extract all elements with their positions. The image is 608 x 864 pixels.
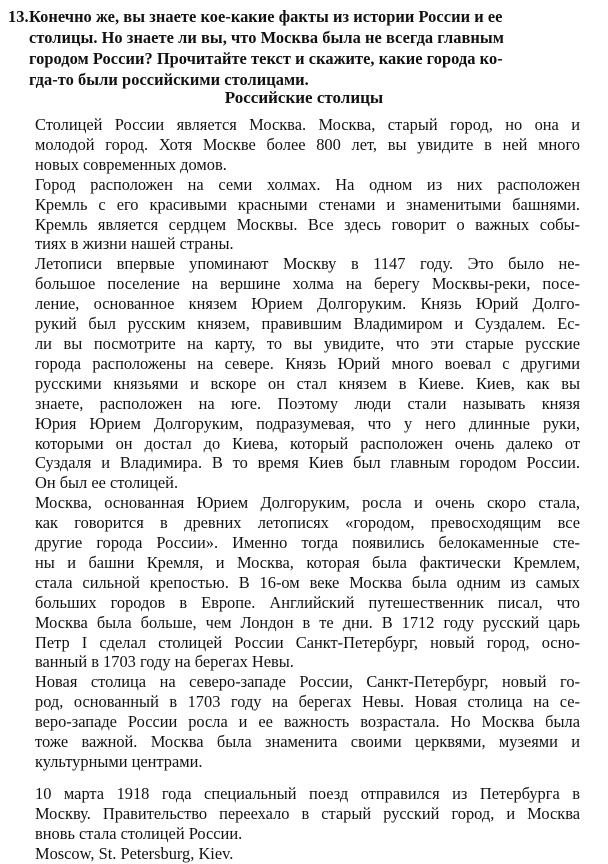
task-instruction — [8, 6, 590, 90]
text-line: тоже важной. Москва была знаменита своими церквями, музеями и — [35, 732, 580, 752]
text-line: Москва была больше, чем Лондон в те дни. В 1712 году русский царь — [35, 612, 580, 632]
text-line: Суздаля и Владимира. В то время Киев был главным городом России. — [35, 453, 580, 473]
text-line: ны и башни Кремля, и Москва, которая была фактически Кремлем, — [35, 552, 580, 572]
text-line: Он был ее столицей. — [35, 473, 179, 493]
answer-line: Moscow, St. Petersburg, Kiev. — [35, 843, 234, 863]
text-line: Кремль с его красивыми красными стенами и знаменитыми башнями. — [35, 194, 580, 214]
text-line: Москву. Правительство переехало в старый русский город, и Москва — [35, 803, 580, 823]
text-line: ванный в 1703 году на берегах Невы. — [35, 652, 294, 672]
text-line: веро-западе России росла и ее важность возрастала. Но Москва была — [35, 712, 580, 732]
text-line: культурными центрами. — [35, 752, 203, 771]
text-body — [35, 115, 580, 864]
paragraph-gap — [35, 772, 580, 784]
paragraph — [35, 175, 580, 255]
text-line: вновь стала столицей России. — [35, 823, 243, 843]
text-line: Летописи впервые упоминают Москву в 1147 году. Это было не- — [35, 254, 580, 274]
text-line: Петр I сделал столицей России Санкт-Петербург, новый город, осно- — [35, 632, 580, 652]
text-line: больших городов в Европе. Английский путешественник писал, что — [35, 592, 580, 612]
text-line: новых современных домов. — [35, 154, 227, 174]
paragraph — [35, 672, 580, 772]
task-number: 13. — [8, 7, 29, 26]
text-line: русскими князьями и вскоре он стал князем в Киеве. Киев, как вы — [35, 373, 580, 393]
text-line: другие города России». Именно тогда появились белокаменные сте- — [35, 533, 580, 553]
text-line: Новая столица на северо-западе России, Санкт-Петербург, новый го- — [35, 672, 580, 692]
task-line: городом России? Прочитайте текст и скажите, какие города ко- — [29, 49, 503, 68]
text-line: как говорится в древних летописях «городом, превосходящим все — [35, 513, 580, 533]
text-line: знаете, расположен на юге. Поэтому люди стали называть князя — [35, 393, 580, 413]
task-line: гда-то были российскими столицами. — [29, 70, 309, 89]
paragraph — [35, 493, 580, 672]
text-line: Кремль является сердцем Москвы. Все здесь говорит о важных собы- — [35, 214, 580, 234]
text-title: Российские столицы — [224, 88, 384, 107]
text-line: род, основанный в 1703 году на берегах Невы. Новая столица на се- — [35, 692, 580, 712]
text-line: города расположены на севере. Князь Юрий много воевал с другими — [35, 353, 580, 373]
text-line: 10 марта 1918 года специальный поезд отправился из Петербурга в — [35, 783, 580, 803]
text-line: ли вы посмотрите на карту, то вы увидите, что эти старые русские — [35, 333, 580, 353]
text-line: Юрия Юрием Долгоруким, подразумевая, что у него длинные руки, — [35, 413, 580, 433]
text-line: стала сильной крепостью. В 16-ом веке Москва была одним из самых — [35, 572, 580, 592]
paragraph — [35, 254, 580, 493]
text-line: которыми он достал до Киева, который расположен очень далеко от — [35, 433, 580, 453]
text-line: тиях в жизни нашей страны. — [35, 234, 234, 254]
text-line: Москва, основанная Юрием Долгоруким, росла и очень скоро стала, — [35, 493, 580, 513]
paragraph — [35, 115, 580, 175]
text-line: рукий был русским князем, правившим Владимиром и Суздалем. Ес- — [35, 314, 580, 334]
text-line: большое поселение на вершине холма на берегу Москвы-реки, посе- — [35, 274, 580, 294]
text-line: молодой город. Хотя Москве более 800 лет, вы увидите в ней много — [35, 134, 580, 154]
text-line: ление, основанное князем Юрием Долгоруким. Князь Юрий Долго- — [35, 294, 580, 314]
text-line: Столицей России является Москва. Москва, старый город, но она и — [35, 115, 580, 134]
text-line: Город расположен на семи холмах. На одном из них расположен — [35, 174, 580, 194]
paragraph — [35, 784, 580, 864]
task-line: столицы. Но знаете ли вы, что Москва была не всегда главным — [29, 28, 504, 47]
task-line: Конечно же, вы знаете кое-какие факты из истории России и ее — [29, 7, 503, 26]
